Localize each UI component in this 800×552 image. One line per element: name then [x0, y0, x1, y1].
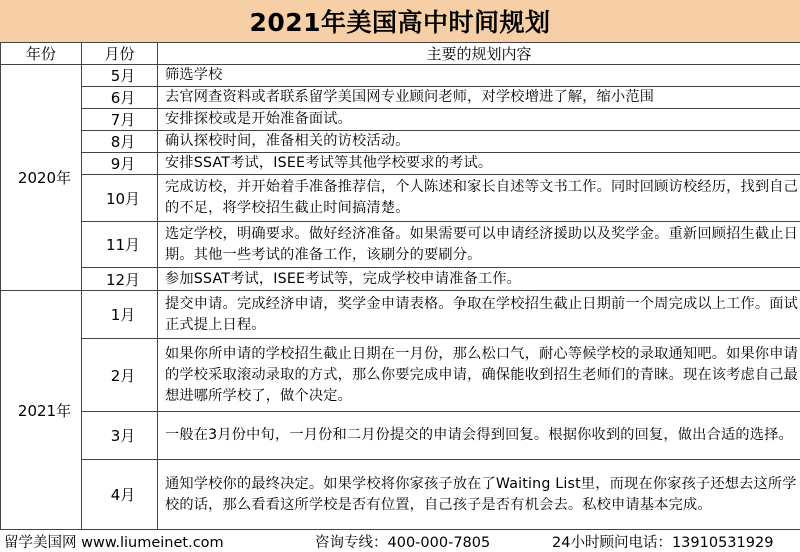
month-cell: 1月 [82, 291, 158, 339]
content-cell: 完成访校，并开始着手准备推荐信，个人陈述和家长自述等文书工作。同时回顾访校经历，找到自己的不足，将学校招生截止时间搞清楚。 [158, 175, 800, 222]
month-cell: 8月 [82, 131, 158, 153]
year-cell-2020: 2020年 [1, 65, 82, 291]
table-header-row [1, 43, 800, 65]
table-row [1, 65, 800, 87]
table-row [1, 412, 800, 460]
table-row [1, 87, 800, 109]
content-cell: 提交申请。完成经济申请，奖学金申请表格。争取在学校招生截止日期前一个周完成以上工作。面试正式提上日程。 [158, 291, 800, 339]
table-row [1, 131, 800, 153]
table-row [1, 460, 800, 530]
content-cell: 安排探校或是开始准备面试。 [158, 109, 800, 131]
content-cell: 通知学校你的最终决定。如果学校将你家孩子放在了Waiting List里，而现在你家孩子还想去这所学校的话，那么看看这所学校是否有位置，自己孩子是否有机会去。私校申请基本完成。 [158, 460, 800, 530]
content-cell: 安排SSAT考试，ISEE考试等其他学校要求的考试。 [158, 153, 800, 175]
header-month: 月份 [82, 43, 158, 65]
table-row [1, 291, 800, 339]
year-cell-2021: 2021年 [1, 291, 82, 530]
month-cell: 3月 [82, 412, 158, 460]
content-cell: 确认探校时间，准备相关的访校活动。 [158, 131, 800, 153]
month-cell: 4月 [82, 460, 158, 530]
content-cell: 筛选学校 [158, 65, 800, 87]
content-cell: 参加SSAT考试，ISEE考试等，完成学校申请准备工作。 [158, 268, 800, 291]
month-cell: 7月 [82, 109, 158, 131]
content-cell: 选定学校，明确要求。做好经济准备。如果需要可以申请经济援助以及奖学金。重新回顾招生截止日期。其他一些考试的准备工作，该刷分的要刷分。 [158, 222, 800, 268]
month-cell: 6月 [82, 87, 158, 109]
footer-site: 留学美国网 www.liumeinet.com [4, 535, 224, 551]
content-cell: 去官网查资料或者联系留学美国网专业顾问老师，对学校增进了解，缩小范围 [158, 87, 800, 109]
table-row [1, 109, 800, 131]
month-cell: 11月 [82, 222, 158, 268]
table-row [1, 339, 800, 412]
month-cell: 2月 [82, 339, 158, 412]
content-cell: 一般在3月份中旬，一月份和二月份提交的申请会得到回复。根据你收到的回复，做出合适的选择。 [158, 412, 800, 460]
table-row [1, 268, 800, 291]
month-cell: 12月 [82, 268, 158, 291]
table-row [1, 153, 800, 175]
footer-phone: 24小时顾问电话：13910531929 [552, 535, 774, 551]
table-row [1, 222, 800, 268]
footer-hotline: 咨询专线：400-000-7805 [315, 535, 491, 551]
content-cell: 如果你所申请的学校招生截止日期在一月份，那么松口气，耐心等候学校的录取通知吧。如果你申请的学校采取滚动录取的方式，那么你要完成申请，确保能收到招生老师们的青睐。现在该考虑自己最想进哪所学校了，做个决定。 [158, 339, 800, 412]
table-row [1, 175, 800, 222]
footer [0, 527, 800, 552]
month-cell: 9月 [82, 153, 158, 175]
header-year: 年份 [1, 43, 82, 65]
month-cell: 10月 [82, 175, 158, 222]
header-content: 主要的规划内容 [158, 43, 800, 65]
page-title: 2021年美国高中时间规划 [0, 0, 800, 43]
plan-table [0, 42, 800, 530]
month-cell: 5月 [82, 65, 158, 87]
